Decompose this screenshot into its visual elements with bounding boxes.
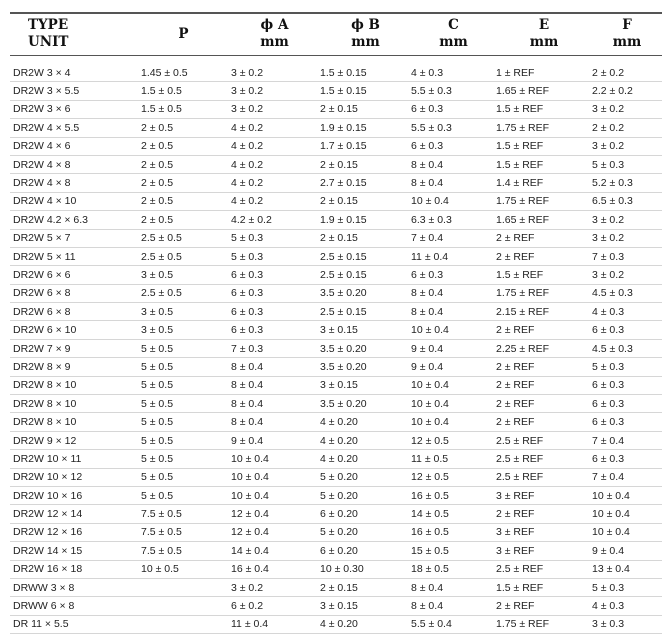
- value-cell: 3 ± 0.5: [138, 266, 229, 284]
- value-cell: 8 ± 0.4: [229, 395, 320, 413]
- value-cell: 4.2 ± 0.2: [229, 211, 320, 229]
- value-cell: 3 ± 0.15: [320, 376, 411, 394]
- value-cell: 2 ± REF: [496, 413, 592, 431]
- table-row: [10, 431, 662, 449]
- value-cell: 3 ± 0.2: [592, 137, 662, 155]
- table-row: [10, 413, 662, 431]
- value-cell: 1.5 ± REF: [496, 100, 592, 118]
- value-cell: 18 ± 0.5: [411, 560, 496, 578]
- type-cell: DR2W 8 × 10: [10, 376, 138, 394]
- header-f: F mm: [612, 17, 642, 50]
- type-cell: DR2W 16 × 18: [10, 560, 138, 578]
- value-cell: 7 ± 0.4: [411, 229, 496, 247]
- value-cell: 10 ± 0.4: [229, 450, 320, 468]
- value-cell: 2.5 ± REF: [496, 450, 592, 468]
- type-cell: DR2W 4 × 8: [10, 155, 138, 173]
- type-cell: DR2W 4 × 6: [10, 137, 138, 155]
- value-cell: 1.5 ± 0.5: [138, 100, 229, 118]
- value-cell: 8 ± 0.4: [411, 597, 496, 615]
- header-type-unit: TYPE UNIT: [28, 17, 69, 50]
- value-cell: 1.75 ± REF: [496, 284, 592, 302]
- value-cell: 14 ± 0.4: [229, 542, 320, 560]
- value-cell: 1.75 ± REF: [496, 192, 592, 210]
- value-cell: 2 ± REF: [496, 597, 592, 615]
- value-cell: 10 ± 0.4: [229, 486, 320, 504]
- value-cell: 5 ± 0.3: [592, 578, 662, 596]
- value-cell: 2 ± 0.5: [138, 137, 229, 155]
- value-cell: 4 ± 0.20: [320, 450, 411, 468]
- value-cell: 6.3 ± 0.3: [411, 211, 496, 229]
- value-cell: 2 ± 0.15: [320, 229, 411, 247]
- value-cell: 2 ± REF: [496, 358, 592, 376]
- value-cell: 5 ± 0.5: [138, 376, 229, 394]
- value-cell: 6 ± 0.20: [320, 542, 411, 560]
- value-cell: 1.5 ± 0.5: [138, 82, 229, 100]
- type-cell: DR2W 5 × 7: [10, 229, 138, 247]
- value-cell: 16 ± 0.5: [411, 486, 496, 504]
- value-cell: 4 ± 0.20: [320, 431, 411, 449]
- value-cell: 6 ± 0.3: [592, 413, 662, 431]
- type-cell: DR2W 7 × 9: [10, 339, 138, 357]
- value-cell: 4 ± 0.3: [592, 597, 662, 615]
- value-cell: 7 ± 0.3: [229, 339, 320, 357]
- value-cell: 7 ± 0.3: [592, 247, 662, 265]
- value-cell: 8 ± 0.4: [411, 174, 496, 192]
- value-cell: 2 ± 0.15: [320, 578, 411, 596]
- value-cell: 2.5 ± 0.5: [138, 229, 229, 247]
- value-cell: 4 ± 0.2: [229, 119, 320, 137]
- value-cell: 3 ± 0.15: [320, 321, 411, 339]
- value-cell: 7.5 ± 0.5: [138, 542, 229, 560]
- value-cell: 3 ± REF: [496, 486, 592, 504]
- type-cell: DR2W 4 × 10: [10, 192, 138, 210]
- value-cell: 3 ± 0.5: [138, 303, 229, 321]
- value-cell: 3 ± 0.3: [592, 615, 662, 633]
- value-cell: 3 ± 0.2: [592, 211, 662, 229]
- type-cell: DR2W 4 × 5.5: [10, 119, 138, 137]
- value-cell: 5 ± 0.5: [138, 413, 229, 431]
- value-cell: 11 ± 0.5: [411, 450, 496, 468]
- value-cell: 3.5 ± 0.20: [320, 395, 411, 413]
- value-cell: 1.75 ± REF: [496, 119, 592, 137]
- value-cell: 6.5 ± 0.3: [592, 192, 662, 210]
- dimensions-table-body: [10, 64, 662, 634]
- type-cell: DR2W 3 × 4: [10, 64, 138, 82]
- table-row: [10, 523, 662, 541]
- value-cell: 1.5 ± 0.15: [320, 82, 411, 100]
- table-row: [10, 266, 662, 284]
- value-cell: 6 ± 0.3: [592, 395, 662, 413]
- value-cell: 2.5 ± 0.5: [138, 247, 229, 265]
- header-b: ϕ B mm: [351, 17, 380, 50]
- value-cell: 3 ± REF: [496, 542, 592, 560]
- header-p: P: [178, 25, 189, 42]
- value-cell: 16 ± 0.4: [229, 560, 320, 578]
- value-cell: 3.5 ± 0.20: [320, 284, 411, 302]
- value-cell: 1.9 ± 0.15: [320, 119, 411, 137]
- value-cell: 4 ± 0.2: [229, 155, 320, 173]
- table-row: [10, 376, 662, 394]
- value-cell: 1.65 ± REF: [496, 82, 592, 100]
- value-cell: 6 ± 0.20: [320, 505, 411, 523]
- dimensions-table: [10, 14, 662, 55]
- table-header: [10, 14, 662, 55]
- value-cell: 6 ± 0.3: [229, 284, 320, 302]
- value-cell: 2 ± REF: [496, 395, 592, 413]
- value-cell: 2.5 ± 0.5: [138, 284, 229, 302]
- table-row: [10, 450, 662, 468]
- value-cell: 2 ± 0.15: [320, 100, 411, 118]
- value-cell: 10 ± 0.4: [411, 321, 496, 339]
- value-cell: 2 ± REF: [496, 505, 592, 523]
- value-cell: 6 ± 0.3: [592, 376, 662, 394]
- value-cell: 2.5 ± REF: [496, 468, 592, 486]
- value-cell: 2 ± REF: [496, 376, 592, 394]
- value-cell: 6 ± 0.3: [229, 303, 320, 321]
- value-cell: 11 ± 0.4: [411, 247, 496, 265]
- table-row: [10, 395, 662, 413]
- value-cell: 2 ± REF: [496, 247, 592, 265]
- value-cell: 5 ± 0.5: [138, 468, 229, 486]
- type-cell: DR2W 5 × 11: [10, 247, 138, 265]
- value-cell: 9 ± 0.4: [411, 358, 496, 376]
- value-cell: 5 ± 0.20: [320, 468, 411, 486]
- value-cell: 8 ± 0.4: [229, 413, 320, 431]
- value-cell: 1.4 ± REF: [496, 174, 592, 192]
- value-cell: 4 ± 0.2: [229, 174, 320, 192]
- value-cell: 8 ± 0.4: [411, 578, 496, 596]
- table-row: [10, 321, 662, 339]
- value-cell: 7 ± 0.4: [592, 468, 662, 486]
- type-cell: DR2W 9 × 12: [10, 431, 138, 449]
- value-cell: 5 ± 0.5: [138, 395, 229, 413]
- table-row: [10, 119, 662, 137]
- value-cell: [138, 597, 229, 615]
- value-cell: 2.15 ± REF: [496, 303, 592, 321]
- value-cell: 2 ± 0.2: [592, 64, 662, 82]
- value-cell: 4 ± 0.2: [229, 137, 320, 155]
- value-cell: 4.5 ± 0.3: [592, 284, 662, 302]
- value-cell: [138, 615, 229, 633]
- value-cell: 3 ± 0.2: [229, 100, 320, 118]
- table-row: [10, 505, 662, 523]
- value-cell: 4 ± 0.3: [411, 64, 496, 82]
- table-row: [10, 578, 662, 596]
- table-row: [10, 82, 662, 100]
- value-cell: 2 ± 0.5: [138, 192, 229, 210]
- value-cell: 10 ± 0.4: [411, 192, 496, 210]
- value-cell: 9 ± 0.4: [411, 339, 496, 357]
- value-cell: 4 ± 0.3: [592, 303, 662, 321]
- value-cell: 16 ± 0.5: [411, 523, 496, 541]
- table-row: [10, 303, 662, 321]
- value-cell: 5 ± 0.5: [138, 339, 229, 357]
- value-cell: 2 ± 0.5: [138, 155, 229, 173]
- value-cell: 12 ± 0.5: [411, 468, 496, 486]
- type-cell: DR2W 3 × 5.5: [10, 82, 138, 100]
- value-cell: 8 ± 0.4: [411, 284, 496, 302]
- value-cell: 10 ± 0.4: [229, 468, 320, 486]
- type-cell: DR2W 8 × 9: [10, 358, 138, 376]
- value-cell: 3 ± 0.5: [138, 321, 229, 339]
- value-cell: 14 ± 0.5: [411, 505, 496, 523]
- type-cell: DR2W 3 × 6: [10, 100, 138, 118]
- type-cell: DR2W 10 × 11: [10, 450, 138, 468]
- value-cell: 7.5 ± 0.5: [138, 523, 229, 541]
- value-cell: 7 ± 0.4: [592, 431, 662, 449]
- value-cell: 2 ± 0.2: [592, 119, 662, 137]
- value-cell: 5 ± 0.3: [592, 155, 662, 173]
- value-cell: 2.5 ± 0.15: [320, 303, 411, 321]
- value-cell: 5.5 ± 0.4: [411, 615, 496, 633]
- table-row: [10, 137, 662, 155]
- value-cell: 1 ± REF: [496, 64, 592, 82]
- value-cell: 3 ± 0.2: [229, 64, 320, 82]
- value-cell: 5 ± 0.5: [138, 431, 229, 449]
- value-cell: 1.45 ± 0.5: [138, 64, 229, 82]
- value-cell: 9 ± 0.4: [592, 542, 662, 560]
- value-cell: 3.5 ± 0.20: [320, 358, 411, 376]
- type-cell: DR2W 4 × 8: [10, 174, 138, 192]
- value-cell: 5.5 ± 0.3: [411, 119, 496, 137]
- type-cell: DR2W 6 × 8: [10, 284, 138, 302]
- value-cell: 1.5 ± REF: [496, 578, 592, 596]
- type-cell: DR2W 6 × 6: [10, 266, 138, 284]
- table-row: [10, 542, 662, 560]
- value-cell: 10 ± 0.4: [411, 413, 496, 431]
- value-cell: 2.25 ± REF: [496, 339, 592, 357]
- table-row: [10, 211, 662, 229]
- table-row: [10, 155, 662, 173]
- type-cell: DR 11 × 5.5: [10, 615, 138, 633]
- value-cell: 4.5 ± 0.3: [592, 339, 662, 357]
- value-cell: 3 ± 0.2: [229, 82, 320, 100]
- value-cell: 4 ± 0.2: [229, 192, 320, 210]
- value-cell: 2 ± REF: [496, 321, 592, 339]
- type-cell: DR2W 6 × 10: [10, 321, 138, 339]
- type-cell: DR2W 10 × 16: [10, 486, 138, 504]
- value-cell: 5 ± 0.3: [229, 247, 320, 265]
- value-cell: 5.5 ± 0.3: [411, 82, 496, 100]
- table-row: [10, 597, 662, 615]
- table-row: [10, 339, 662, 357]
- value-cell: 5 ± 0.20: [320, 523, 411, 541]
- table-row: [10, 229, 662, 247]
- value-cell: 10 ± 0.4: [592, 505, 662, 523]
- table-row: [10, 64, 662, 82]
- table-row: [10, 192, 662, 210]
- value-cell: 4 ± 0.20: [320, 413, 411, 431]
- value-cell: 1.9 ± 0.15: [320, 211, 411, 229]
- value-cell: 2.2 ± 0.2: [592, 82, 662, 100]
- table-row: [10, 284, 662, 302]
- value-cell: 11 ± 0.4: [229, 615, 320, 633]
- value-cell: 10 ± 0.4: [592, 486, 662, 504]
- value-cell: 2.7 ± 0.15: [320, 174, 411, 192]
- value-cell: 2 ± 0.15: [320, 192, 411, 210]
- type-cell: DRWW 6 × 8: [10, 597, 138, 615]
- table-row: [10, 560, 662, 578]
- type-cell: DR2W 8 × 10: [10, 395, 138, 413]
- value-cell: 5 ± 0.5: [138, 450, 229, 468]
- value-cell: 6 ± 0.2: [229, 597, 320, 615]
- value-cell: 3 ± 0.2: [229, 578, 320, 596]
- value-cell: 1.75 ± REF: [496, 615, 592, 633]
- value-cell: 6 ± 0.3: [411, 100, 496, 118]
- value-cell: 1.5 ± REF: [496, 155, 592, 173]
- value-cell: 12 ± 0.4: [229, 523, 320, 541]
- value-cell: 2 ± 0.5: [138, 174, 229, 192]
- value-cell: 1.7 ± 0.15: [320, 137, 411, 155]
- value-cell: 10 ± 0.30: [320, 560, 411, 578]
- value-cell: 12 ± 0.4: [229, 505, 320, 523]
- value-cell: 2 ± REF: [496, 229, 592, 247]
- value-cell: 3.5 ± 0.20: [320, 339, 411, 357]
- table-row: [10, 486, 662, 504]
- type-cell: DR2W 6 × 8: [10, 303, 138, 321]
- value-cell: 8 ± 0.4: [229, 376, 320, 394]
- value-cell: 3 ± 0.2: [592, 100, 662, 118]
- value-cell: 1.5 ± REF: [496, 266, 592, 284]
- value-cell: 5 ± 0.5: [138, 358, 229, 376]
- value-cell: 2.5 ± REF: [496, 560, 592, 578]
- value-cell: 5 ± 0.20: [320, 486, 411, 504]
- value-cell: 10 ± 0.4: [411, 395, 496, 413]
- value-cell: 2.5 ± 0.15: [320, 247, 411, 265]
- value-cell: 8 ± 0.4: [411, 155, 496, 173]
- type-cell: DR2W 4.2 × 6.3: [10, 211, 138, 229]
- value-cell: 2 ± 0.5: [138, 119, 229, 137]
- value-cell: 1.5 ± 0.15: [320, 64, 411, 82]
- value-cell: 2 ± 0.5: [138, 211, 229, 229]
- value-cell: 9 ± 0.4: [229, 431, 320, 449]
- value-cell: 4 ± 0.20: [320, 615, 411, 633]
- value-cell: 10 ± 0.5: [138, 560, 229, 578]
- table-row: [10, 100, 662, 118]
- value-cell: 2.5 ± 0.15: [320, 266, 411, 284]
- type-cell: DR2W 14 × 15: [10, 542, 138, 560]
- value-cell: 6 ± 0.3: [229, 321, 320, 339]
- value-cell: 13 ± 0.4: [592, 560, 662, 578]
- value-cell: [138, 578, 229, 596]
- value-cell: 6 ± 0.3: [592, 450, 662, 468]
- value-cell: 8 ± 0.4: [411, 303, 496, 321]
- value-cell: 3 ± REF: [496, 523, 592, 541]
- type-cell: DR2W 12 × 16: [10, 523, 138, 541]
- table-body: [10, 64, 662, 634]
- table-row: [10, 358, 662, 376]
- value-cell: 3 ± 0.2: [592, 266, 662, 284]
- table-row: [10, 247, 662, 265]
- type-cell: DR2W 10 × 12: [10, 468, 138, 486]
- value-cell: 7.5 ± 0.5: [138, 505, 229, 523]
- value-cell: 10 ± 0.4: [592, 523, 662, 541]
- table-row: [10, 468, 662, 486]
- value-cell: 6 ± 0.3: [592, 321, 662, 339]
- header-e: E mm: [529, 17, 559, 50]
- value-cell: 15 ± 0.5: [411, 542, 496, 560]
- value-cell: 12 ± 0.5: [411, 431, 496, 449]
- table-row: [10, 174, 662, 192]
- value-cell: 8 ± 0.4: [229, 358, 320, 376]
- value-cell: 2 ± 0.15: [320, 155, 411, 173]
- value-cell: 3 ± 0.2: [592, 229, 662, 247]
- value-cell: 1.5 ± REF: [496, 137, 592, 155]
- type-cell: DR2W 12 × 14: [10, 505, 138, 523]
- value-cell: 10 ± 0.4: [411, 376, 496, 394]
- value-cell: 6 ± 0.3: [229, 266, 320, 284]
- value-cell: 5 ± 0.3: [229, 229, 320, 247]
- value-cell: 5 ± 0.5: [138, 486, 229, 504]
- value-cell: 6 ± 0.3: [411, 266, 496, 284]
- value-cell: 5.2 ± 0.3: [592, 174, 662, 192]
- header-a: ϕ A mm: [260, 17, 289, 50]
- header-c: C mm: [439, 17, 468, 50]
- value-cell: 6 ± 0.3: [411, 137, 496, 155]
- value-cell: 5 ± 0.3: [592, 358, 662, 376]
- spec-sheet: [10, 12, 662, 634]
- value-cell: 1.65 ± REF: [496, 211, 592, 229]
- table-row: [10, 615, 662, 633]
- type-cell: DR2W 8 × 10: [10, 413, 138, 431]
- type-cell: DRWW 3 × 8: [10, 578, 138, 596]
- value-cell: 3 ± 0.15: [320, 597, 411, 615]
- value-cell: 2.5 ± REF: [496, 431, 592, 449]
